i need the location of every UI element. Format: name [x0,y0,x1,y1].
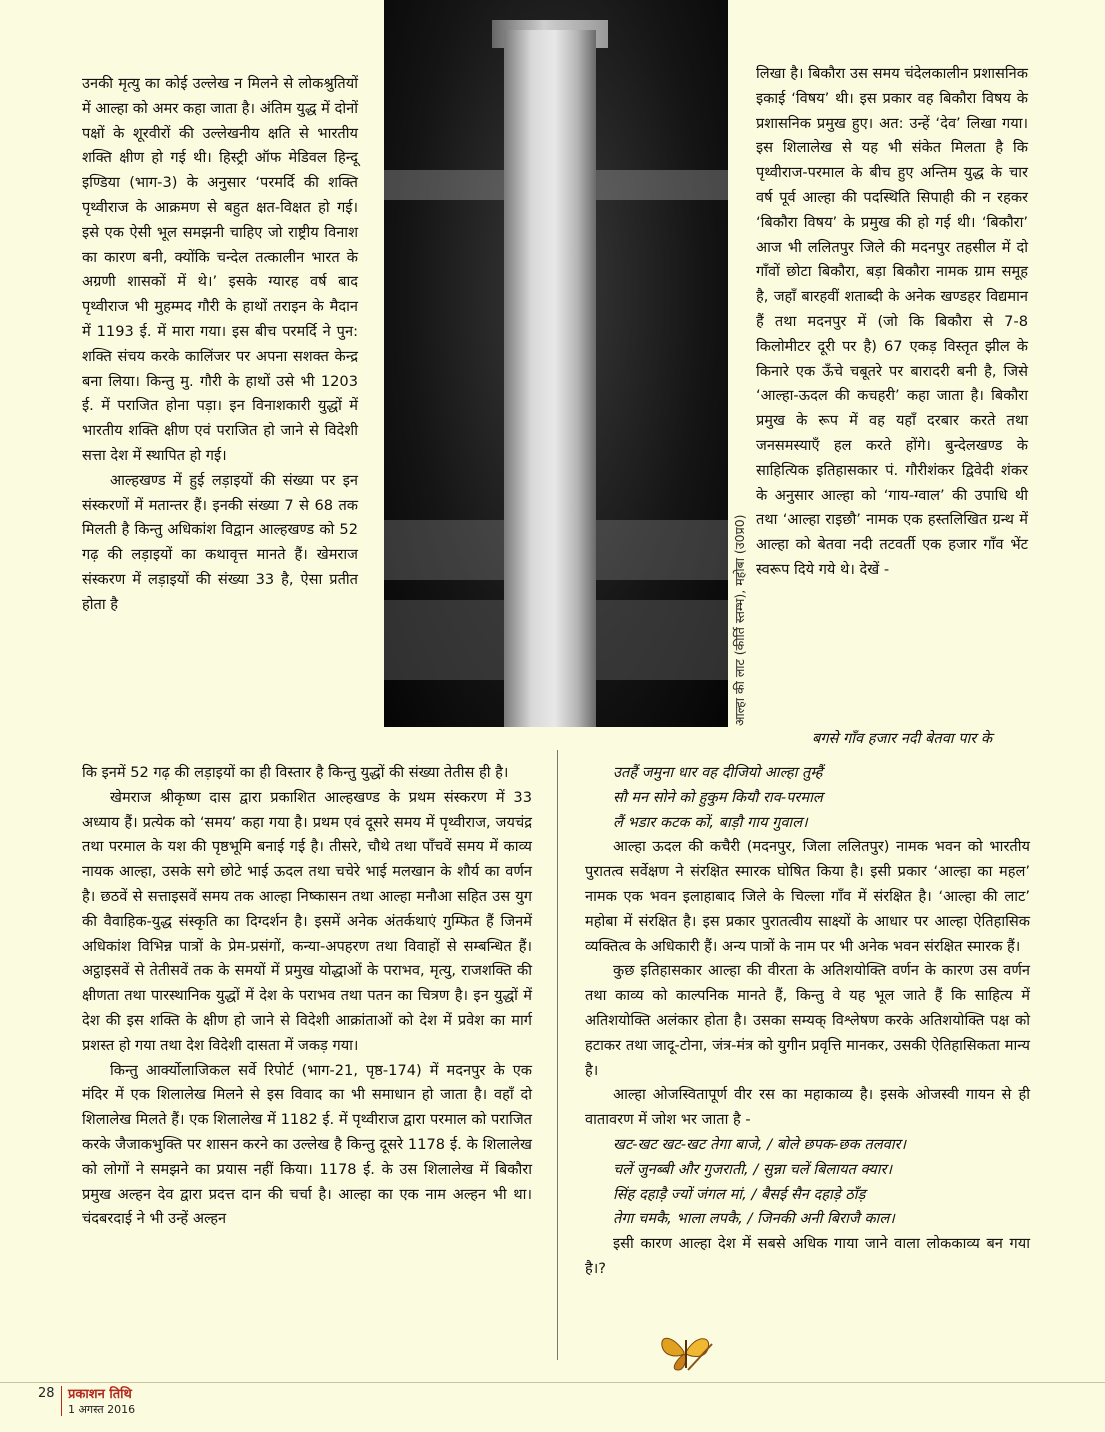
verse-line: सौ मन सोने को हुकुम कियौ राव-परमाल [613,788,823,806]
paragraph: आल्हा ऊदल की कचैरी (मदनपुर, जिला ललितपुर) नामक भवन को भारतीय पुरातत्व सर्वेक्षण ने संरक्षित स्मारक घोषित किया है। इसी प्रकार ‘आल्हा का महल’ नामक एक भवन इलाहाबाद जिले के चिल्ला गाँव में संरक्षित है। ‘आल्हा की लाट’ महोबा में संरक्षित है। इस प्रकार पुरातत्वीय साक्ष्यों के आधार पर आल्हा ऐतिहासिक व्यक्तित्व के अधिकारी हैं। अन्य पात्रों के नाम पर भी अनेक भवन संरक्षित स्मारक हैं। [585,838,1030,955]
page-number: 28 [38,1386,55,1401]
verse-line: बगसे गाँव हजार नदी बेतवा पार के [812,730,993,747]
paragraph: लिखा है। बिकौरा उस समय चंदेलकालीन प्रशासनिक इकाई ‘विषय’ थी। इस प्रकार वह बिकौरा विषय के प्रशासनिक प्रमुख हुए। अत: उन्हें ‘देव’ लिखा गया। इस शिलालेख से यह भी संकेत मिलता है कि पृथ्वीराज-परमाल के बीच हुए अन्तिम युद्ध के चार वर्ष पूर्व आल्हा की पदस्थिति सिपाही की न रहकर ‘बिकौरा विषय’ के प्रमुख की हो गई थी। ‘बिकौरा’ आज भी ललितपुर जिले की मदनपुर तहसील में दो गाँवों छोटा बिकौरा, बड़ा बिकौरा नामक ग्राम समूह है, जहाँ बारहवीं शताब्दी के अनेक खण्डहर विद्यमान हैं तथा मदनपुर में (जो कि बिकौरा से 7-8 किलोमीटर दूरी पर है) 67 एकड़ विस्तृत झील के किनारे एक ऊँचे चबूतरे पर बारादरी बनी है, जिसे ‘आल्हा-ऊदल की कचहरी’ कहा जाता है। बिकौरा प्रमुख के रूप में वह यहाँ दरबार करते तथा जनसमस्याएँ हल करते होंगे। बुन्देलखण्ड के साहित्यिक इतिहासकार पं. गौरीशंकर द्विवेदी शंकर के अनुसार आल्हा को ‘गाय-ग्वाल’ की उपाधि थी तथा ‘आल्हा राइछौ’ नामक एक हस्तलिखित ग्रन्थ में आल्हा को बेतवा नदी तटवर्ती एक हजार गाँव भेंट स्वरूप दिये गये थे। देखें - [756,65,1028,578]
verse-line: उतहैं जमुना धार वह दीजियो आल्हा तुम्हैं [613,764,823,781]
butterfly-icon [656,1330,716,1374]
pillar-photo [384,0,728,727]
verse-line: लैं भडार कटक कों, बाड़ौ गाय गुवाल। [613,813,808,831]
magazine-title: प्रकाशन तिथि [68,1387,132,1402]
footer-accent-bar [61,1386,62,1416]
right-column-top [756,62,1028,583]
paragraph: आल्हा ओजस्वितापूर्ण वीर रस का महाकाव्य है। इसके ओजस्वी गायन से ही वातावरण में जोश भर जाता है - [585,1086,1030,1129]
verse-line: तेगा चमकै, भाला लपकै, / जिनकी अनी बिराजै काल। [613,1210,895,1228]
paragraph: उनकी मृत्यु का कोई उल्लेख न मिलने से लोकश्रुतियों में आल्हा को अमर कहा जाता है। अंतिम युद्ध में दोनों पक्षों के शूरवीरों की उल्लेखनीय क्षति से भारतीय शक्ति क्षीण हो गई थी। हिस्ट्री ऑफ मेडिवल हिन्दू इण्डिया (भाग-3) के अनुसार ‘परमर्दि की शक्ति पृथ्वीराज के आक्रमण से बहुत क्षत-विक्षत हो गई। इसे एक ऐसी भूल समझनी चाहिए जो राष्ट्रीय विनाश का कारण बनी, क्योंकि चन्देल तत्कालीन भारत के अग्रणी शासकों में थे।’ इसके ग्यारह वर्ष बाद पृथ्वीराज भी मुहम्मद गौरी के हाथों तराइन के मैदान में 1193 ई. में मारा गया। इस बीच परमर्दि ने पुन: शक्ति संचय करके कालिंजर पर अपना सशक्त केन्द्र बना लिया। किन्तु मु. गौरी के हाथों उसे भी 1203 ई. में पराजित होना पड़ा। इन विनाशकारी युद्धों में भारतीय शक्ति क्षीण एवं पराजित हो जाने से विदेशी सत्ता देश में स्थापित हो गई। [82,75,358,464]
bottom-left-column [82,761,532,1232]
bottom-right-column [585,761,1030,1282]
photo-caption: आल्हा की लाट (कीर्ति स्तम्भ), महोबा (उ0प्र0) [732,514,747,726]
left-column [82,72,358,618]
verse-line: चलें जुनब्बी और गुजराती, / सुन्ना चलें बिलायत क्यार। [613,1160,893,1178]
paragraph: किन्तु आर्क्योलाजिकल सर्वे रिपोर्ट (भाग-21, पृष्ठ-174) में मदनपुर के एक मंदिर में एक शिलालेख मिलने से इस विवाद का भी समाधान हो जाता है। वहाँ दो शिलालेख मिलते हैं। एक शिलालेख में 1182 ई. में पृथ्वीराज द्वारा परमाल को पराजित करके जैजाकभुक्ति पर शासन करने का उल्लेख है किन्तु दूसरे 1178 ई. के शिलालेख को लोगों ने समझने का प्रयास नहीं किया। 1178 ई. के उस शिलालेख में बिकौरा प्रमुख अल्हन देव द्वारा प्रदत्त दान की चर्चा है। आल्हा का एक नाम अल्हन भी था। चंदबरदाई ने भी उन्हें अल्हन [82,1061,532,1228]
issue-date: 1 अगस्त 2016 [68,1403,136,1416]
paragraph: आल्हखण्ड में हुई लड़ाइयों की संख्या पर इन संस्करणों में मतान्तर हैं। इनकी संख्या 7 से 68 तक मिलती है किन्तु अधिकांश विद्वान आल्हखण्ड को 52 गढ़ की लड़ाइयों का कथावृत्त मानते हैं। खेमराज संस्करण में लड़ाइयों की संख्या 33 है, ऐसा प्रतीत होता है [82,471,358,613]
verse-line: सिंह दहाड़ै ज्यों जंगल मां, / बैसई सैन दहाड़े ठाँड़ [613,1185,866,1203]
footer-rule [0,1382,1105,1383]
paragraph: कि इनमें 52 गढ़ की लड़ाइयों का ही विस्तार है किन्तु युद्धों की संख्या तेतीस ही है। [82,764,509,781]
photo-caption-holder [728,470,750,726]
paragraph: कुछ इतिहासकार आल्हा की वीरता के अतिशयोक्ति वर्णन के कारण उस वर्णन तथा काव्य को काल्पनिक मानते हैं, किन्तु वे यह भूल जाते हैं कि साहित्य में अतिशयोक्ति अलंकार होता है। उसका सम्यक् विश्लेषण करके अतिशयोक्ति पक्ष को हटाकर तथा जादू-टोना, जंत्र-मंत्र को युगीन प्रवृत्ति मानकर, उसकी ऐतिहासिकता मान्य है। [585,962,1030,1079]
column-divider [557,750,558,1360]
paragraph: इसी कारण आल्हा देश में सबसे अधिक गाया जाने वाला लोककाव्य बन गया है।? [585,1235,1030,1277]
verse-line: खट-खट खट-खट तेगा बाजे, / बोले छपक-छक तलवार। [613,1135,907,1153]
paragraph: खेमराज श्रीकृष्ण दास द्वारा प्रकाशित आल्हखण्ड के प्रथम संस्करण में 33 अध्याय हैं। प्रत्येक को ‘समय’ कहा गया है। प्रथम एवं दूसरे समय में पृथ्वीराज, जयचंद्र तथा परमाल के यश की पृष्ठभूमि बनाई गई है। तीसरे, चौथे तथा पाँचवें समय में काव्य नायक आल्हा, उसके सगे छोटे भाई ऊदल तथा चचेरे भाई मलखान के शौर्य का वर्णन है। छठवें से सत्ताइसवें समय तक आल्हा निष्कासन तथा आल्हा मनौआ सहित उस युग की वैवाहिक-युद्ध संस्कृति का दिग्दर्शन है। इसमें अनेक अंतर्कथाएं गुम्फित हैं जिनमें अधिकांश विभिन्न पात्रों के प्रेम-प्रसंगों, कन्या-अपहरण तथा विवाहों से सम्बन्धित हैं। अट्ठाइसवें से तेतीसवें तक के समयों में प्रमुख योद्धाओं के पराभव, मृत्यु, राजशक्ति की क्षीणता तथा पारस्थानिक युद्धों में देश के पराभव तथा पतन का चित्रण है। इन युद्धों में देश की इस शक्ति के क्षीण हो जाने से विदेशी आक्रांताओं को देश में प्रवेश का मार्ग प्रशस्त हो गया तथा देश विदेशी दासता में जकड़ गया। [82,788,532,1054]
